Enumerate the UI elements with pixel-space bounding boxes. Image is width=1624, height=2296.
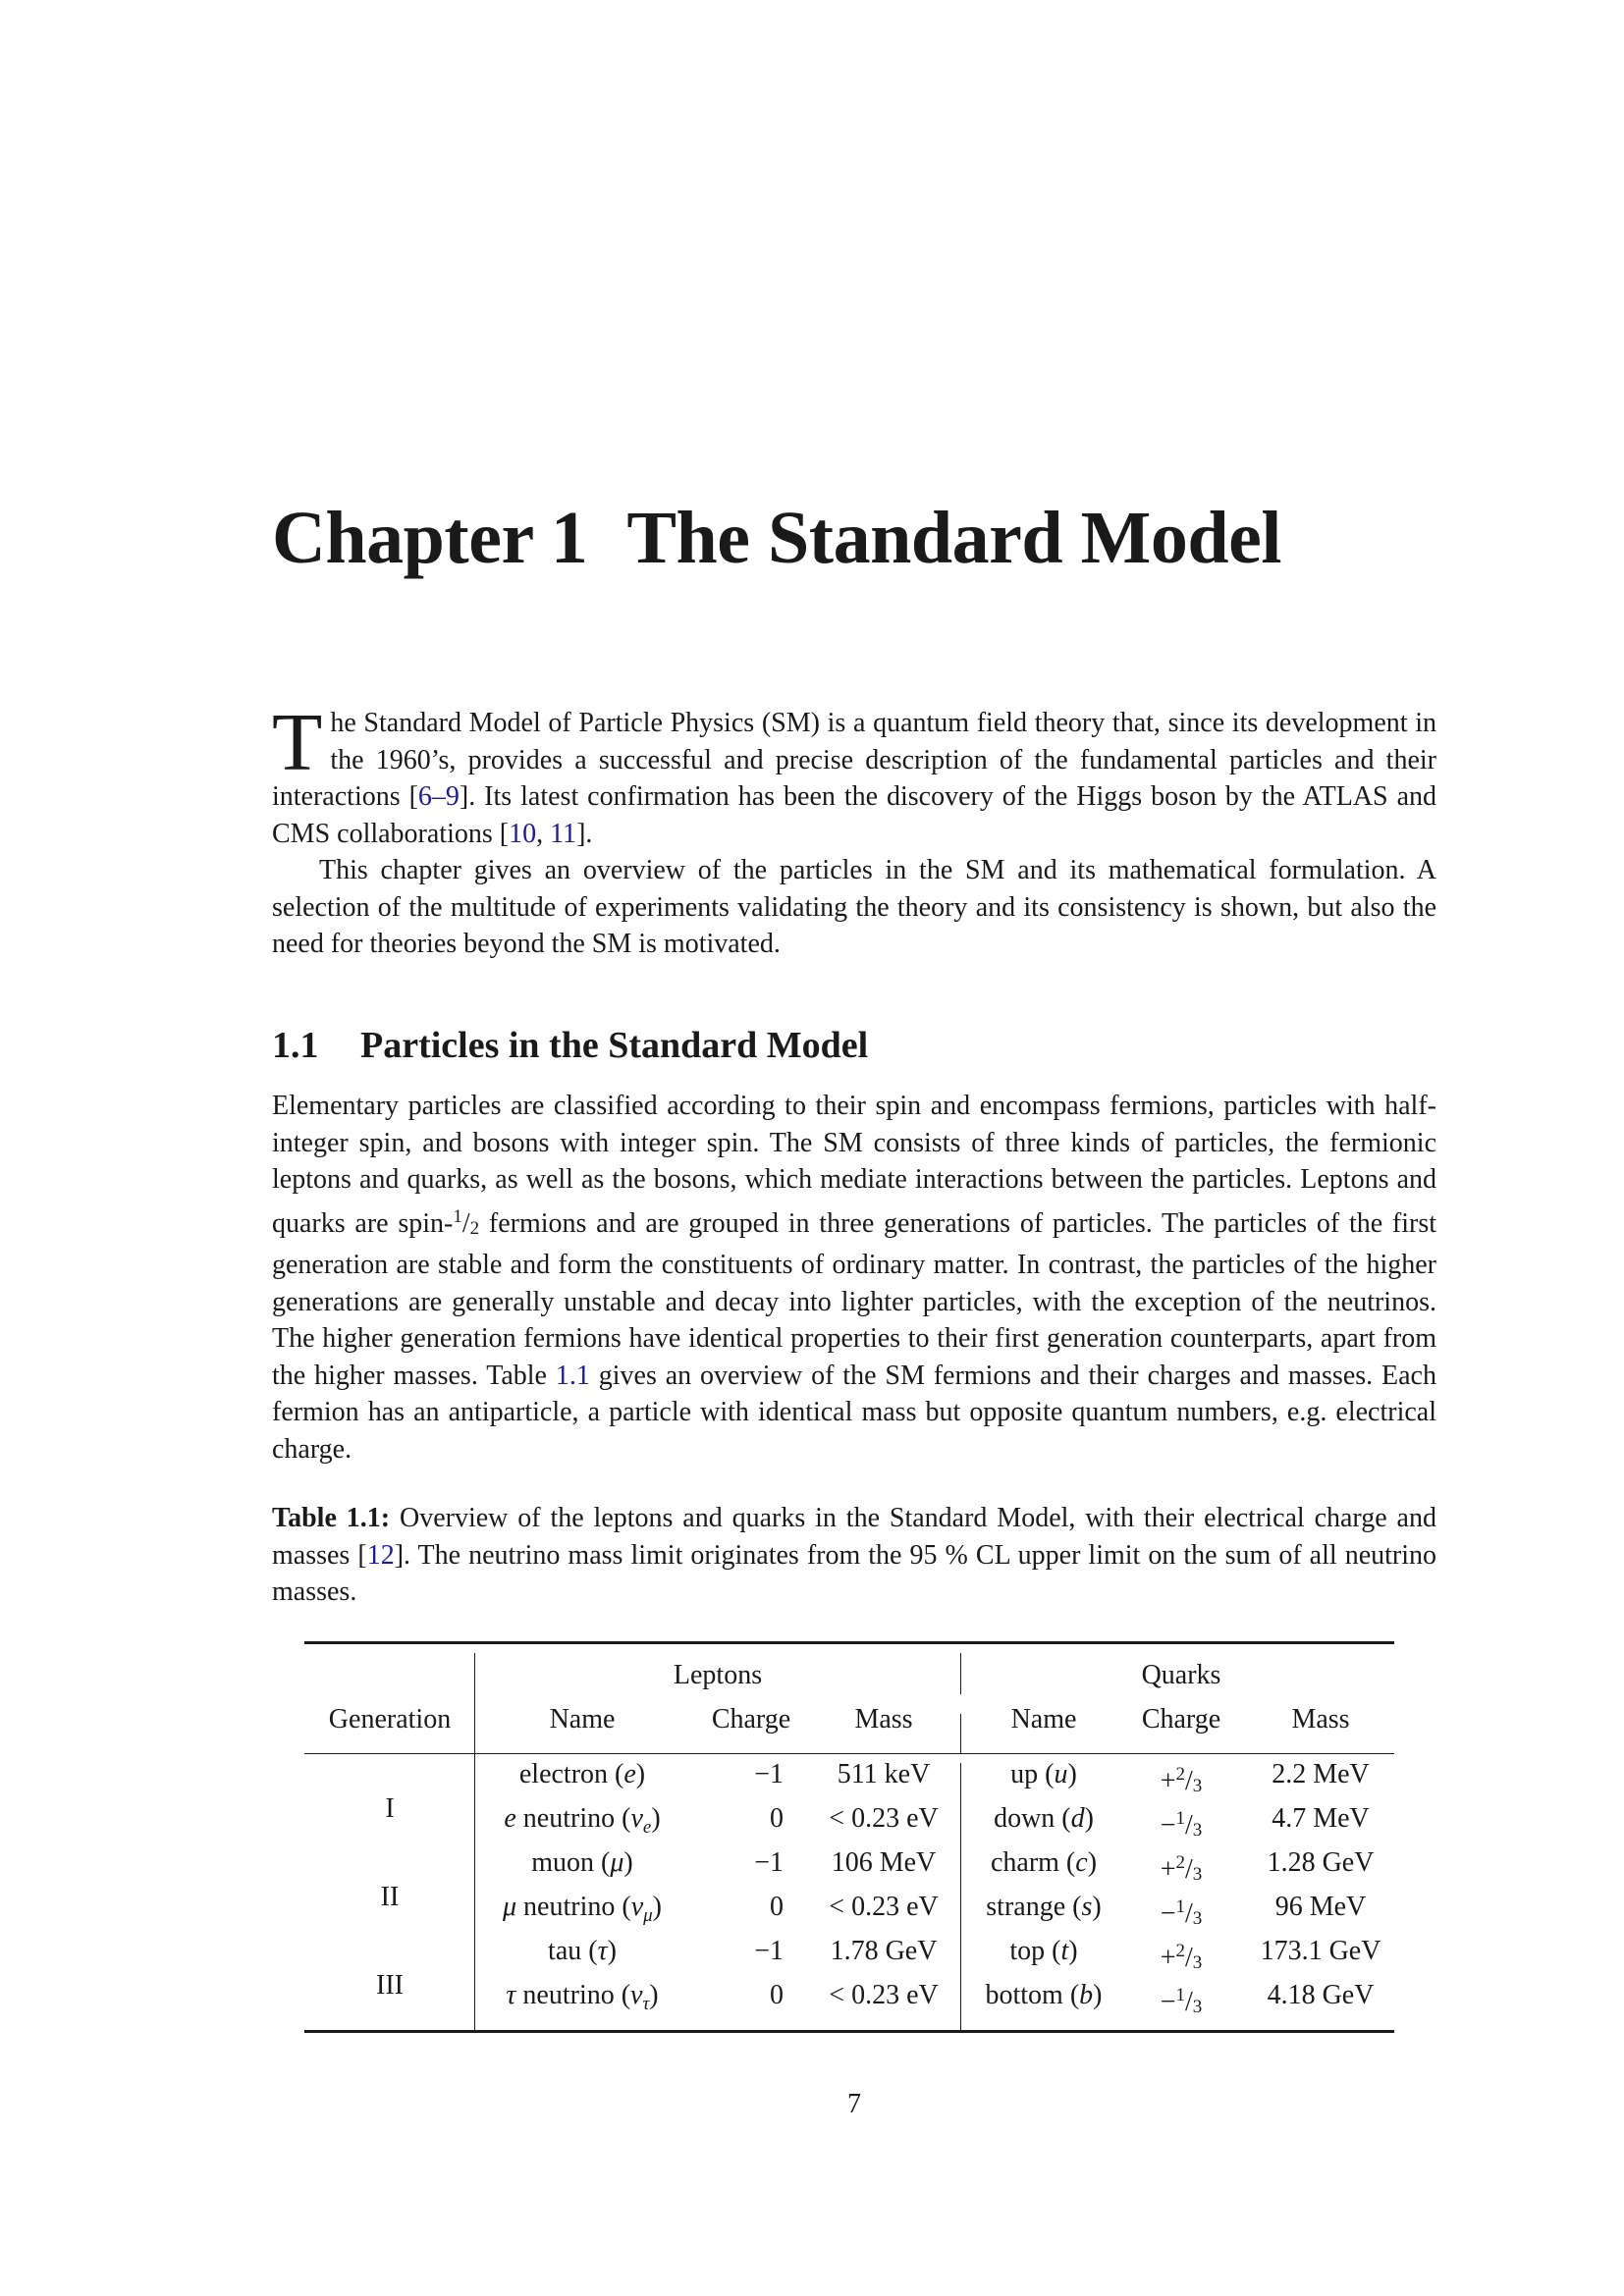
lepton-mass: < 0.23 eV — [829, 1803, 939, 1834]
quark-name: up (u) — [1010, 1759, 1077, 1789]
citation-link-10[interactable]: 10 — [509, 818, 537, 849]
quark-name: down (d) — [994, 1803, 1094, 1834]
quark-name-header: Name — [1010, 1704, 1077, 1735]
quark-name: top (t) — [1009, 1936, 1078, 1966]
lepton-name: τ neutrino $(\nu_\tau)$ — [506, 1980, 659, 2014]
quark-charge: $+^2/_3$ — [1160, 1764, 1203, 1796]
lepton-name: tau (τ) — [548, 1936, 617, 1966]
table-caption — [272, 1500, 1436, 1611]
quark-name: strange (s) — [986, 1892, 1102, 1922]
lepton-mass: 106 MeV — [831, 1847, 937, 1878]
quarks-group-header: Quarks — [1141, 1660, 1221, 1690]
intro-p1-text-a: he Standard Model of Particle Physics (SM) is a quantum field theory that, since its development in the 1960’s, provides a successful and precise description of the fundamental particles and their interactions [ — [272, 708, 1436, 812]
table-reference-link[interactable]: 1.1 — [555, 1360, 590, 1391]
quark-name: bottom (b) — [985, 1980, 1103, 2010]
lepton-mass: 1.78 GeV — [830, 1936, 938, 1966]
quark-mass: 1.28 GeV — [1267, 1847, 1375, 1878]
lepton-charge: 0 — [770, 1892, 784, 1922]
quark-mass: 4.7 MeV — [1272, 1803, 1370, 1834]
lepton-mass: < 0.23 eV — [829, 1892, 939, 1922]
citation-link-6-9[interactable]: 6–9 — [417, 781, 460, 812]
lepton-charge: −1 — [754, 1847, 784, 1878]
intro-p1-text-b: ]. Its latest confirmation has been the discovery of the Higgs boson by the ATLAS and CMS collaborations [ — [272, 781, 1436, 849]
lepton-name: electron (e) — [518, 1759, 646, 1789]
fraction-numerator: 1 — [453, 1205, 462, 1227]
quark-mass-header: Mass — [1291, 1704, 1350, 1735]
section-text — [272, 1088, 1436, 1468]
chapter-name: The Standard Model — [626, 497, 1281, 579]
intro-paragraph-2: This chapter gives an overview of the particles in the SM and its mathematical formulation. A selection of the multitude of experiments validating the theory and its consistency is shown, but also the need for theories beyond the SM is motivated. — [272, 855, 1436, 959]
group-divider-body — [960, 1763, 961, 2030]
chapter-title — [272, 497, 1281, 579]
chapter-number: Chapter 1 — [272, 497, 588, 579]
quark-charge: $-^1/_3$ — [1160, 1985, 1203, 2017]
section-paragraph — [272, 1088, 1436, 1468]
lepton-name: μ neutrino $(\nu_\mu)$ — [502, 1892, 663, 1926]
dropcap-letter: T — [272, 697, 323, 788]
quark-mass: 4.18 GeV — [1267, 1980, 1375, 2010]
quark-mass: 96 MeV — [1274, 1892, 1367, 1922]
section-title — [272, 1024, 868, 1067]
quark-charge: $-^1/_3$ — [1160, 1808, 1203, 1841]
caption-text-b: ]. The neutrino mass limit originates from the 95 % CL upper limit on the sum of all neutrino masses. — [272, 1539, 1436, 1607]
table-bottom-rule — [304, 2030, 1394, 2033]
citation-link-12[interactable]: 12 — [366, 1539, 395, 1571]
section-text-b: fermions and are grouped in three generations of particles. The particles of the first generation are stable and form the constituents of ordinary matter. In contrast, the particles of the higher generations are generally unstable and decay into lighter particles, with the exception of the neutrinos. The higher generation fermions have identical properties to their first generation counterparts, apart from the higher masses. Table — [272, 1207, 1437, 1391]
lepton-name: e neutrino $(\nu_e)$ — [504, 1803, 661, 1838]
section-text-c: gives an overview of the SM fermions and their charges and masses. Each fermion has an antiparticle, a particle with identical mass but opposite quantum numbers, e.g. electrical charge. — [272, 1360, 1436, 1465]
lepton-name-header: Name — [549, 1704, 616, 1735]
lepton-charge: −1 — [754, 1759, 784, 1789]
quark-charge-header: Charge — [1141, 1704, 1221, 1735]
group-divider-header — [960, 1714, 961, 1753]
quark-mass: 173.1 GeV — [1260, 1936, 1381, 1966]
leptons-group-header: Leptons — [673, 1660, 763, 1690]
quark-charge: $-^1/_3$ — [1160, 1896, 1203, 1929]
caption-label: Table 1.1: — [272, 1503, 391, 1533]
fraction-denominator: 2 — [469, 1217, 480, 1239]
citation-separator: , — [536, 818, 551, 849]
fraction-one-half: $^1/_2$ — [453, 1205, 480, 1239]
table-header-rule — [304, 1753, 1394, 1754]
section-name: Particles in the Standard Model — [360, 1025, 869, 1066]
lepton-name: muon (μ) — [531, 1847, 633, 1878]
generation-label: II — [380, 1882, 400, 1912]
lepton-mass: 511 keV — [837, 1759, 931, 1789]
lepton-charge: 0 — [770, 1980, 784, 2010]
section-text-a: Elementary particles are classified according to their spin and encompass fermions, particles with half-integer spin, and bosons with integer spin. The SM consists of three kinds of particles, the fermionic leptons and quarks, as well as the bosons, which mediate interactions between the particles. Leptons and quarks are spin- — [272, 1091, 1436, 1239]
generation-header: Generation — [328, 1704, 452, 1735]
page-number: 7 — [847, 2089, 861, 2119]
lepton-charge: −1 — [754, 1936, 784, 1966]
generation-label: III — [376, 1970, 404, 2001]
quark-charge: $+^2/_3$ — [1160, 1941, 1203, 1973]
generation-label: I — [385, 1793, 395, 1824]
intro-paragraph-1 — [272, 697, 1436, 852]
quark-name: charm (c) — [990, 1847, 1098, 1878]
section-number: 1.1 — [272, 1025, 319, 1066]
lepton-charge-header: Charge — [711, 1704, 791, 1735]
lepton-mass: < 0.23 eV — [829, 1980, 939, 2010]
lepton-mass-header: Mass — [854, 1704, 913, 1735]
quark-charge: $+^2/_3$ — [1160, 1852, 1203, 1885]
caption-text-a: Overview of the leptons and quarks in the Standard Model, with their electrical charge and masses [ — [272, 1503, 1436, 1571]
table-top-rule — [304, 1641, 1394, 1644]
lepton-charge: 0 — [770, 1803, 784, 1834]
generation-divider — [474, 1653, 475, 2030]
citation-link-11[interactable]: 11 — [550, 818, 577, 849]
group-divider-upper — [960, 1653, 961, 1694]
intro-text — [272, 697, 1436, 963]
quark-mass: 2.2 MeV — [1272, 1759, 1370, 1789]
intro-p1-text-c: ]. — [576, 818, 593, 849]
